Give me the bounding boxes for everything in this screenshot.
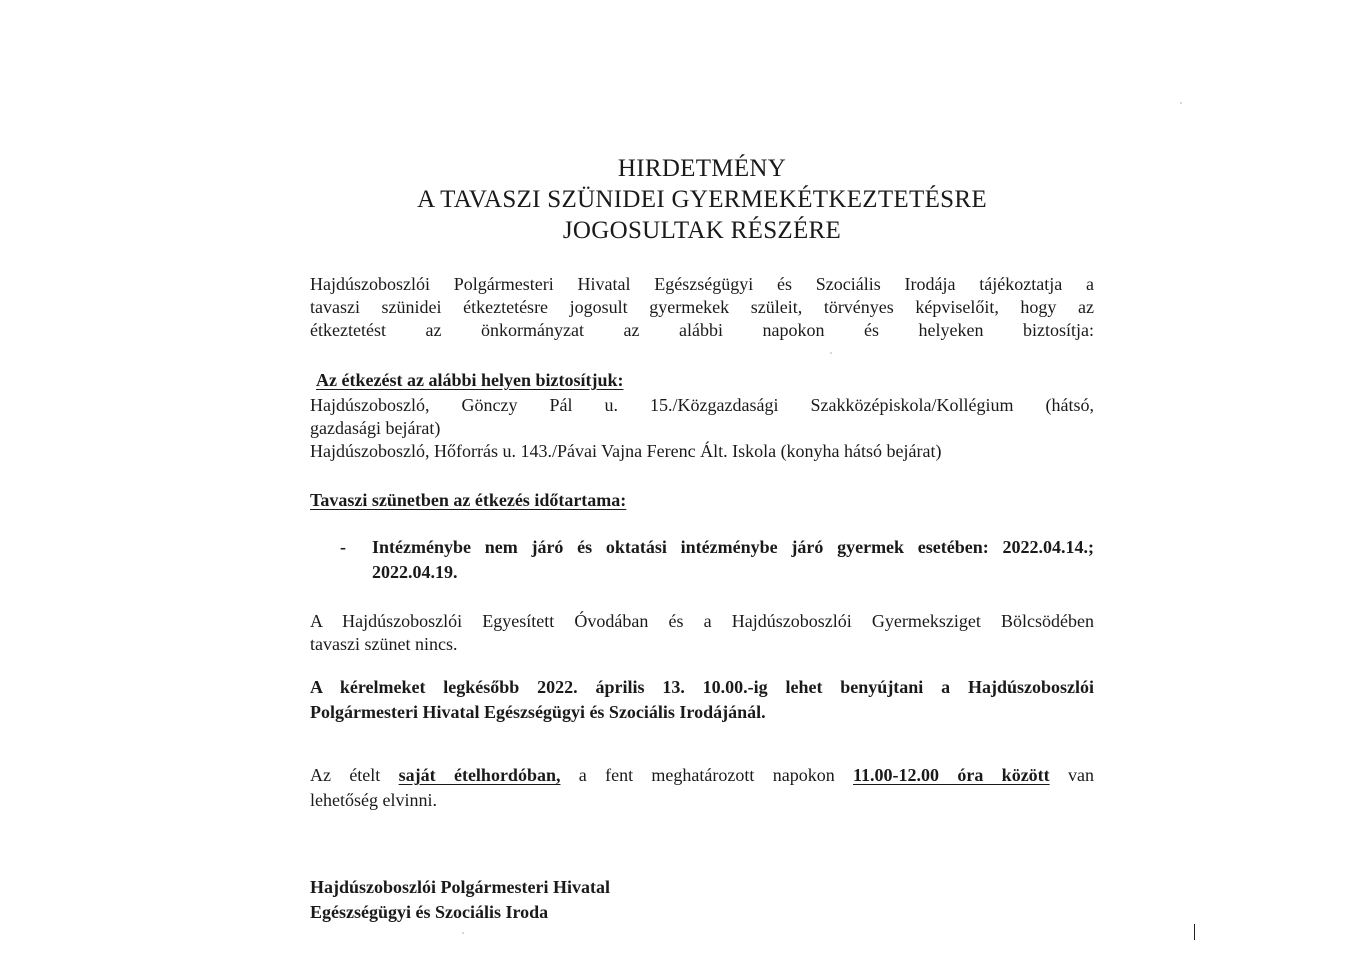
signature-block bbox=[310, 875, 1094, 925]
pickup-line-2: lehetőség elvinni. bbox=[310, 790, 437, 810]
deadline-line-2: Polgármesteri Hivatal Egészségügyi és Szociális Irodájánál. bbox=[310, 702, 766, 722]
kindergarten-paragraph bbox=[310, 610, 1094, 656]
scan-speck bbox=[462, 932, 464, 934]
title-line-2: A TAVASZI SZÜNIDEI GYERMEKÉTKEZTETÉSRE bbox=[417, 186, 987, 213]
deadline-paragraph bbox=[310, 675, 1094, 725]
signature-line-2: Egészségügyi és Szociális Iroda bbox=[310, 902, 549, 922]
pickup-time: 11.00-12.00 óra között bbox=[853, 765, 1050, 785]
pickup-paragraph bbox=[310, 763, 1094, 813]
location-paragraph bbox=[310, 394, 1094, 463]
intro-line-1: Hajdúszoboszlói Polgármesteri Hivatal Egészségügyi és Szociális Irodája tájékoztatja a bbox=[310, 274, 1094, 294]
deadline-line-1: A kérelmeket legkésőbb 2022. április 13. 10.00.-ig lehet benyújtani a Hajdúszoboszlói bbox=[310, 677, 1094, 697]
pickup-line-1: Az ételt saját ételhordóban, a fent meghatározott napokon 11.00-12.00 óra között van bbox=[310, 765, 1094, 785]
title-line-3: JOGOSULTAK RÉSZÉRE bbox=[562, 217, 842, 244]
bullet-line-2: 2022.04.19. bbox=[372, 562, 458, 582]
bullet-line-1: Intézménybe nem járó és oktatási intézménybe járó gyermek esetében: 2022.04.14.; bbox=[372, 537, 1094, 557]
intro-line-3: étkeztetést az önkormányzat az alábbi napokon és helyeken biztosítja: bbox=[310, 320, 1094, 340]
scan-speck bbox=[1180, 102, 1182, 104]
location-heading: Az étkezést az alábbi helyen biztosítjuk: bbox=[316, 370, 624, 390]
signature-line-1: Hajdúszoboszlói Polgármesteri Hivatal bbox=[310, 877, 610, 897]
document-title bbox=[310, 153, 1094, 246]
intro-line-2: tavaszi szünidei étkeztetésre jogosult gyermekek szüleit, törvényes képviselőit, hogy az bbox=[310, 297, 1094, 317]
location-line-1: Hajdúszoboszló, Gönczy Pál u. 15./Közgazdasági Szakközépiskola/Kollégium (hátsó, bbox=[310, 395, 1094, 415]
location-line-2: gazdasági bejárat) bbox=[310, 418, 441, 438]
scan-speck bbox=[830, 352, 832, 354]
kindergarten-line-2: tavaszi szünet nincs. bbox=[310, 634, 458, 654]
location-line-3: Hajdúszoboszló, Hőforrás u. 143./Pávai Vajna Ferenc Ált. Iskola (konyha hátsó bejárat) bbox=[310, 441, 942, 461]
kindergarten-line-1: A Hajdúszoboszlói Egyesített Óvodában és a Hajdúszoboszlói Gyermeksziget Bölcsödében bbox=[310, 611, 1094, 631]
duration-heading: Tavaszi szünetben az étkezés időtartama: bbox=[310, 490, 627, 510]
pickup-container: saját ételhordóban, bbox=[398, 765, 561, 785]
title-line-1: HIRDETMÉNY bbox=[617, 155, 787, 182]
page-edge-mark bbox=[1194, 924, 1195, 940]
bullet-dash: - bbox=[340, 537, 346, 557]
intro-paragraph bbox=[310, 273, 1094, 342]
